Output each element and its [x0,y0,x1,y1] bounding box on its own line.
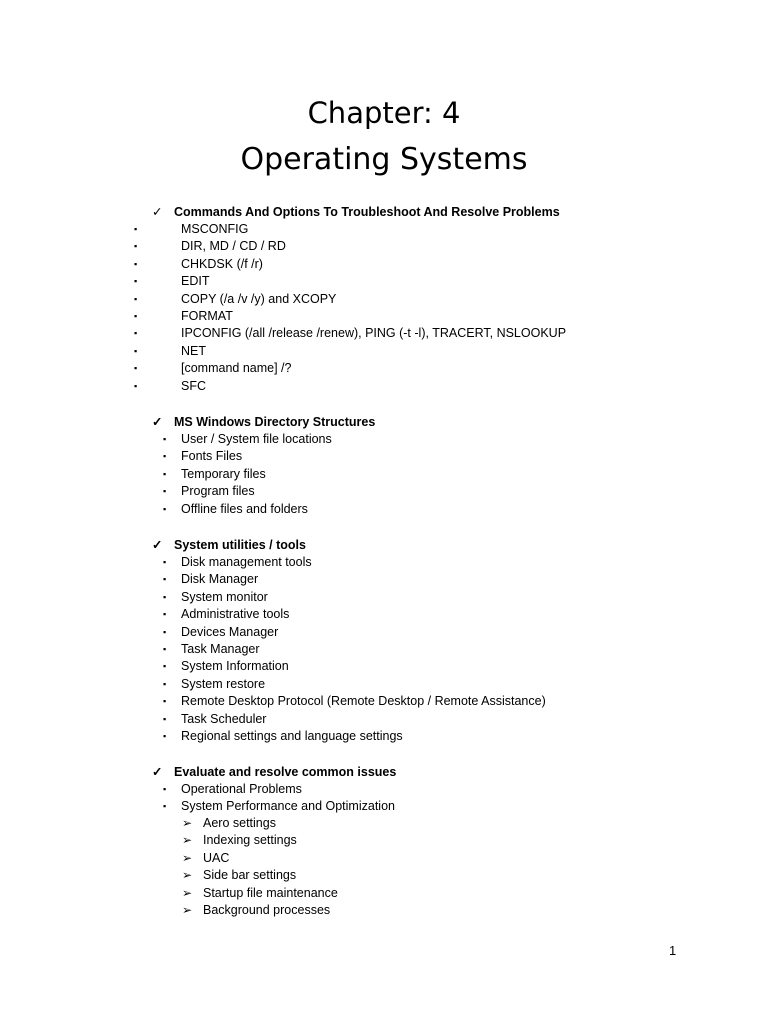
arrowhead-bullet-icon: ➢ [182,833,193,848]
arrowhead-bullet-icon: ➢ [182,816,193,830]
section-heading-text: System utilities / tools [174,538,306,552]
list-item-text: COPY (/a /v /y) and XCOPY [181,291,337,306]
checkmark-icon: ✓ [152,538,163,552]
list-item-text: Disk Manager [181,572,259,587]
list-item-text: FORMAT [181,308,233,323]
list-item-text: System Performance and Optimization [181,799,395,814]
square-bullet-icon: ▪ [163,557,167,567]
list-item-text: EDIT [181,274,210,289]
square-bullet-icon: ▪ [134,310,138,321]
list-item-text: Task Scheduler [181,711,267,726]
square-bullet-icon: ▪ [163,468,167,479]
list-item-text: Operational Problems [181,782,302,796]
list-item-text: Background processes [203,902,331,917]
square-bullet-icon: ▪ [163,643,167,654]
square-bullet-icon: ▪ [163,486,167,497]
list-item-text: Remote Desktop Protocol (Remote Desktop / Remote Assistance) [181,694,546,709]
checkmark-icon: ✓ [152,765,163,779]
list-item-text: Offline files and folders [181,501,308,516]
chapter-number: Chapter: 4 [307,96,461,130]
list-item-text: System Information [181,659,289,674]
checkmark-icon: ✓ [152,205,163,219]
page-number: 1 [669,943,677,958]
square-bullet-icon: ▪ [134,345,138,356]
list-item-text: CHKDSK (/f /r) [181,256,263,271]
list-item-text: Devices Manager [181,624,279,639]
square-bullet-icon: ▪ [134,276,138,287]
list-item-text: SFC [181,378,206,393]
square-bullet-icon: ▪ [163,801,167,812]
square-bullet-icon: ▪ [163,574,167,585]
list-item-text: System monitor [181,589,268,604]
list-item-text: UAC [203,850,230,865]
square-bullet-icon: ▪ [163,451,167,462]
section-heading-commands [152,204,560,219]
section-heading-text: Evaluate and resolve common issues [174,765,397,779]
checkmark-icon: ✓ [152,415,163,429]
square-bullet-icon: ▪ [134,224,138,234]
arrowhead-bullet-icon: ➢ [182,850,193,865]
list-item-text: Administrative tools [181,607,290,622]
square-bullet-icon: ▪ [163,784,167,794]
list-item-text: MSCONFIG [181,222,249,236]
square-bullet-icon: ▪ [134,293,138,304]
list-item-text: Program files [181,484,255,499]
section-heading-common-issues [152,764,396,779]
section-heading-system-utilities [152,537,306,552]
section-heading-text: Commands And Options To Troubleshoot And Resolve Problems [174,205,560,219]
list-item-text: Aero settings [203,816,276,830]
list-item-text: NET [181,343,206,358]
list-item-text: System restore [181,676,266,691]
list-item-text: Startup file maintenance [203,885,338,900]
square-bullet-icon: ▪ [163,713,167,724]
list-item-text: DIR, MD / CD / RD [181,239,286,254]
square-bullet-icon: ▪ [163,609,167,620]
square-bullet-icon: ▪ [163,503,167,514]
square-bullet-icon: ▪ [134,363,138,374]
square-bullet-icon: ▪ [134,241,138,252]
square-bullet-icon: ▪ [163,661,167,672]
square-bullet-icon: ▪ [163,696,167,707]
square-bullet-icon: ▪ [163,626,167,637]
list-item-text: Side bar settings [203,868,297,883]
square-bullet-icon: ▪ [134,328,138,339]
list-item-text: User / System file locations [181,432,332,446]
square-bullet-icon: ▪ [163,434,167,444]
arrowhead-bullet-icon: ➢ [182,868,193,883]
list-item-text: Disk management tools [181,555,312,569]
chapter-title: Operating Systems [240,142,528,177]
list-item-text: Fonts Files [181,449,243,464]
section-heading-directory-structures [152,414,375,429]
square-bullet-icon: ▪ [134,380,138,391]
arrowhead-bullet-icon: ➢ [182,902,193,917]
square-bullet-icon: ▪ [163,678,167,689]
list-item-text: Task Manager [181,641,260,656]
list-item-text: IPCONFIG (/all /release /renew), PING (-t -l), TRACERT, NSLOOKUP [181,326,567,341]
list-item-text: [command name] /? [181,361,292,376]
arrowhead-bullet-icon: ➢ [182,885,193,900]
list-item-text: Indexing settings [203,833,297,848]
section-heading-text: MS Windows Directory Structures [174,415,376,429]
list-item-text: Regional settings and language settings [181,728,403,743]
list-item-text: Temporary files [181,466,266,481]
square-bullet-icon: ▪ [163,591,167,602]
square-bullet-icon: ▪ [163,730,167,741]
square-bullet-icon: ▪ [134,258,138,269]
